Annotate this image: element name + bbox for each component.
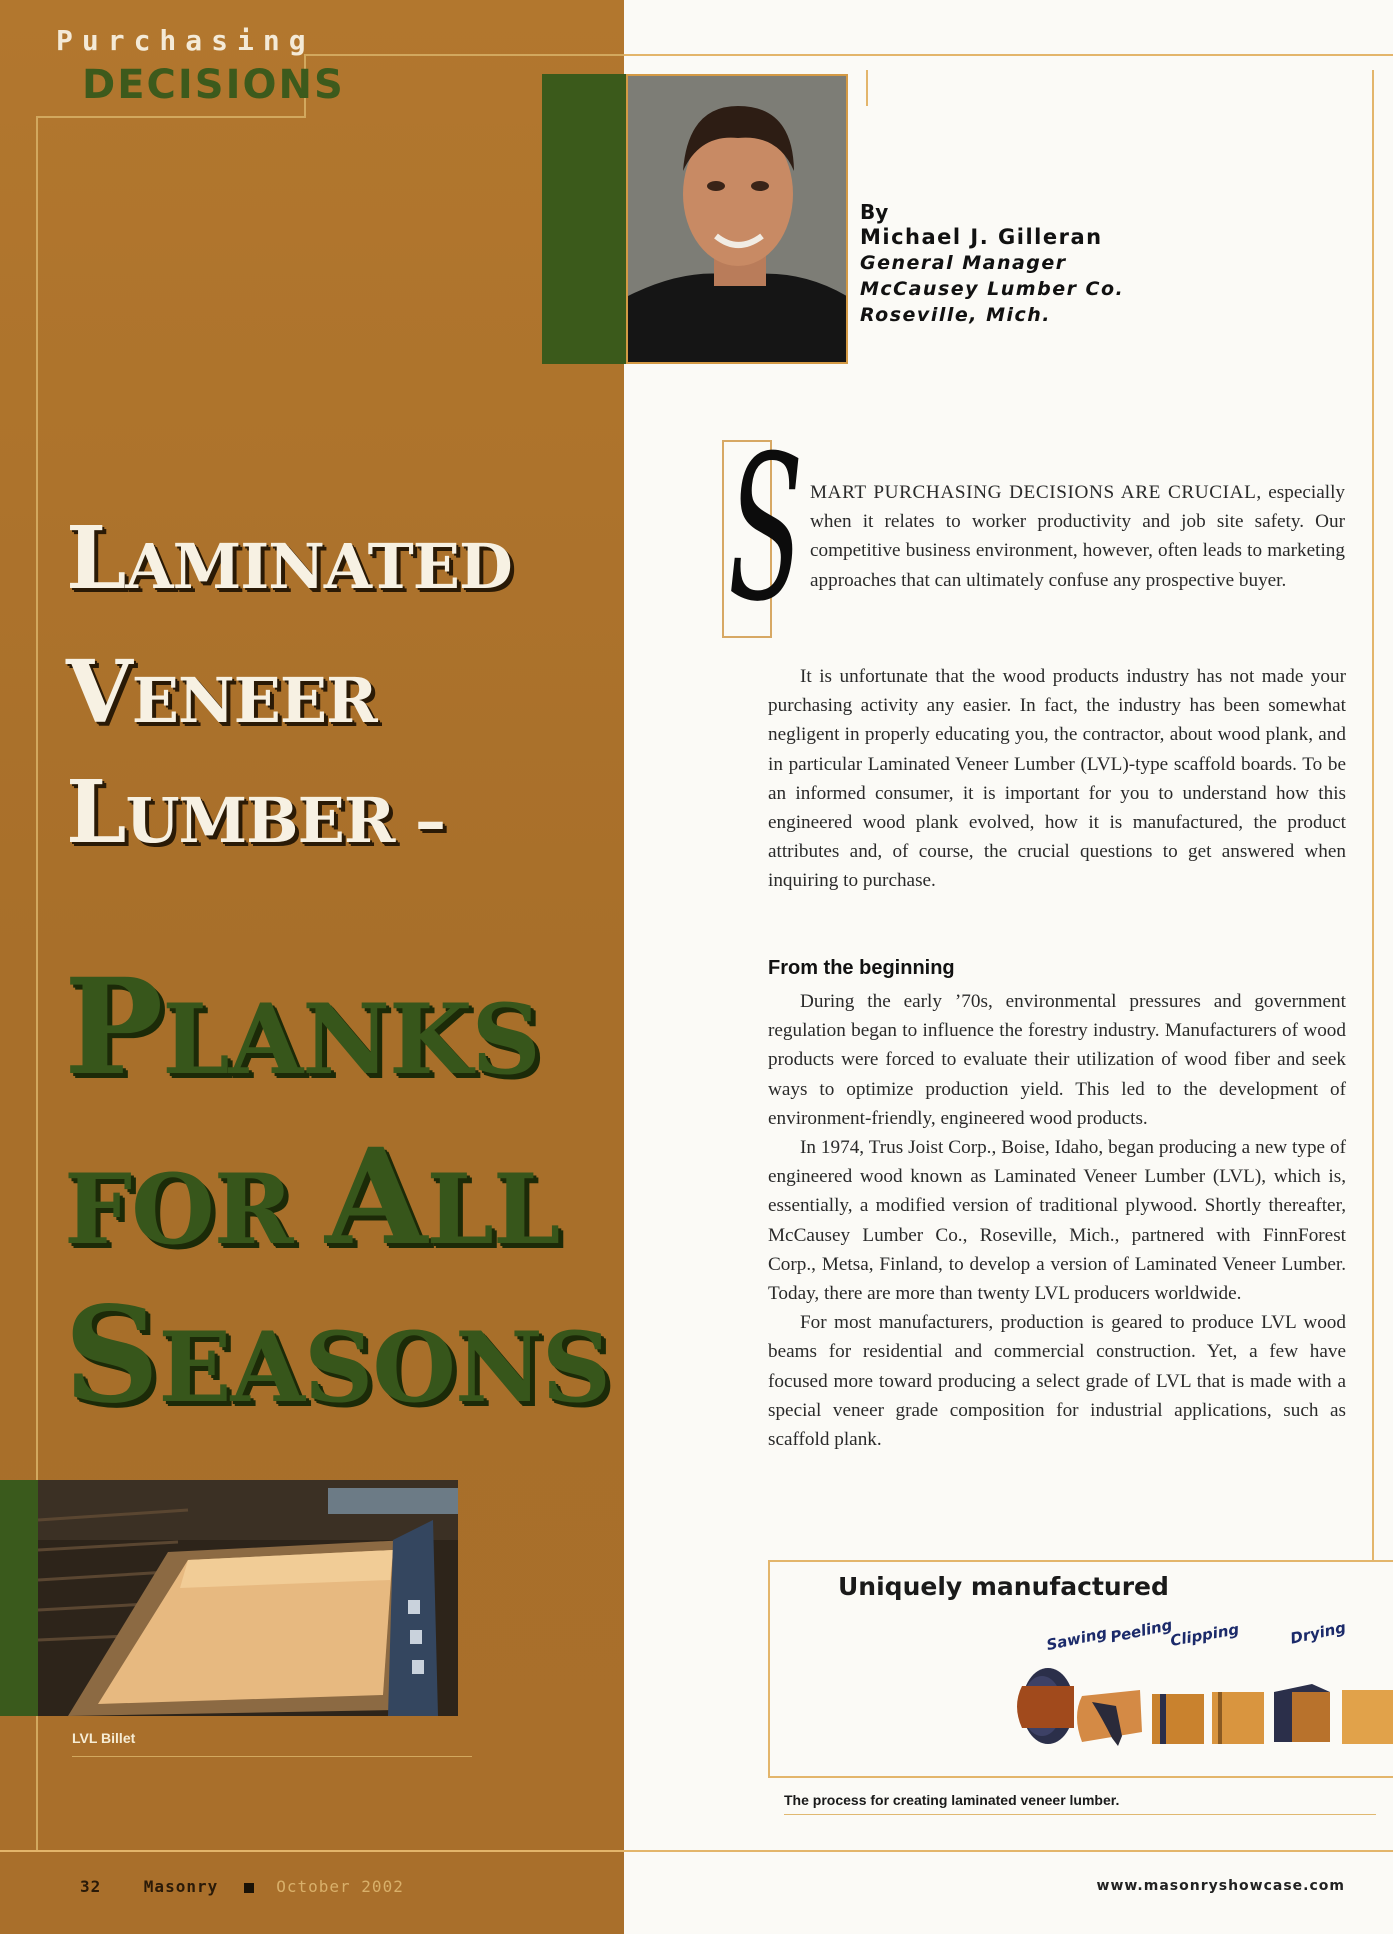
lvl-billet-photo bbox=[38, 1480, 458, 1716]
step-drying: Drying bbox=[1288, 1618, 1348, 1648]
headline-line-3: LUMBER – bbox=[66, 762, 445, 863]
lvl-billet-illustration bbox=[38, 1480, 458, 1716]
headline-line-4: PLANKS bbox=[64, 950, 540, 1105]
dropcap: S bbox=[728, 413, 804, 646]
section-kicker: Purchasing bbox=[56, 24, 315, 57]
magazine-name: Masonry bbox=[143, 1877, 219, 1896]
paragraph-1: During the early ’70s, environmental pressures and government regulation began to influence the forestry industry. Manufacturers of wood products were forced to evaluate their utilization of wood fiber and seek ways to optimize production yield. This led to the development of environment-friendly, engineered wood products. bbox=[768, 991, 1346, 1129]
folio bbox=[80, 1877, 404, 1896]
author-portrait-illustration bbox=[628, 76, 848, 364]
step-sawing: Sawing bbox=[1044, 1623, 1109, 1655]
top-frame-rule-tick bbox=[866, 70, 868, 106]
photo-accent-bar bbox=[0, 1480, 38, 1716]
photo-caption: LVL Billet bbox=[72, 1730, 136, 1746]
process-caption: The process for creating laminated veneer lumber. bbox=[784, 1792, 1120, 1808]
headline-line-2: VENEER bbox=[66, 642, 377, 743]
author-location: Roseville, Mich. bbox=[860, 304, 1052, 326]
kicker-rule bbox=[36, 116, 306, 118]
intro-text: It is unfortunate that the wood products industry has not made your purchasing activity any easier. In fact, the industry has been somewhat negligent in properly educating you, the contractor, about wood plank, and in particular Laminated Veneer Lumber (LVL)-type scaffold boards. To be an informed consumer, it is important for you to understand how this engineered wood plank evolved, how it is manufactured, the product attributes and, of course, the crucial questions to get answered when inquiring to purchase. bbox=[768, 666, 1346, 892]
process-title: Uniquely manufactured bbox=[838, 1572, 1169, 1601]
issue-date: October 2002 bbox=[276, 1877, 404, 1896]
subhead-from-the-beginning: From the beginning bbox=[768, 957, 955, 979]
author-title: General Manager bbox=[860, 252, 1067, 274]
headline-line-1: LAMINATED bbox=[66, 508, 512, 609]
right-frame-rule bbox=[1372, 70, 1374, 1560]
section-title: DECISIONS bbox=[82, 62, 345, 108]
byline bbox=[860, 200, 1124, 328]
paragraph-3: For most manufacturers, production is geared to produce LVL wood beams for residential and commercial construction. Yet, a few have focused more toward producing a select grade of LVL that is made with a special veneer grade composition for industrial applications, such as scaffold plank. bbox=[768, 1312, 1346, 1451]
photo-caption-rule bbox=[72, 1756, 472, 1757]
author-name: Michael J. Gilleran bbox=[860, 225, 1103, 249]
portrait-accent-bar bbox=[542, 74, 626, 364]
lead-paragraph bbox=[810, 478, 1345, 595]
page-number: 32 bbox=[80, 1877, 102, 1896]
top-frame-rule bbox=[624, 54, 1393, 56]
footer-rule bbox=[0, 1850, 1393, 1852]
lead-small-caps: MART PURCHASING DECISIONS ARE CRUCIAL, bbox=[810, 482, 1262, 503]
top-frame-rule-left bbox=[304, 54, 624, 56]
paragraph-2: In 1974, Trus Joist Corp., Boise, Idaho, began producing a new type of engineered wood known as Laminated Veneer Lumber (LVL), which is, essentially, a modified version of traditional plywood. Shortly thereafter, McCausey Lumber Co., Roseville, Mich., partnered with FinnForest Corp., Metsa, Finland, to develop a version of Laminated Veneer Lumber. Today, there are more than twenty LVL producers worldwide. bbox=[768, 1137, 1346, 1305]
author-company: McCausey Lumber Co. bbox=[860, 278, 1125, 300]
website-link[interactable]: www.masonryshowcase.com bbox=[1096, 1878, 1345, 1894]
process-illustration bbox=[1012, 1646, 1393, 1764]
lead-text: especially when it relates to worker productivity and job site safety. Our competitive business environment, however, often leads to marketing approaches that can ultimately confuse any prospective buyer. bbox=[810, 482, 1346, 591]
process-caption-rule bbox=[784, 1814, 1376, 1815]
byline-by: By bbox=[860, 200, 889, 224]
author-portrait bbox=[626, 74, 848, 364]
folio-square-icon bbox=[244, 1883, 254, 1893]
step-peeling: Peeling bbox=[1108, 1615, 1174, 1647]
headline-line-5: FOR ALL bbox=[64, 1120, 560, 1275]
intro-paragraph bbox=[768, 662, 1346, 896]
section-from-the-beginning bbox=[768, 987, 1346, 1454]
process-bottom-rule bbox=[768, 1776, 1393, 1778]
step-clipping: Clipping bbox=[1168, 1620, 1241, 1650]
headline-line-6: SEASONS bbox=[64, 1278, 611, 1433]
